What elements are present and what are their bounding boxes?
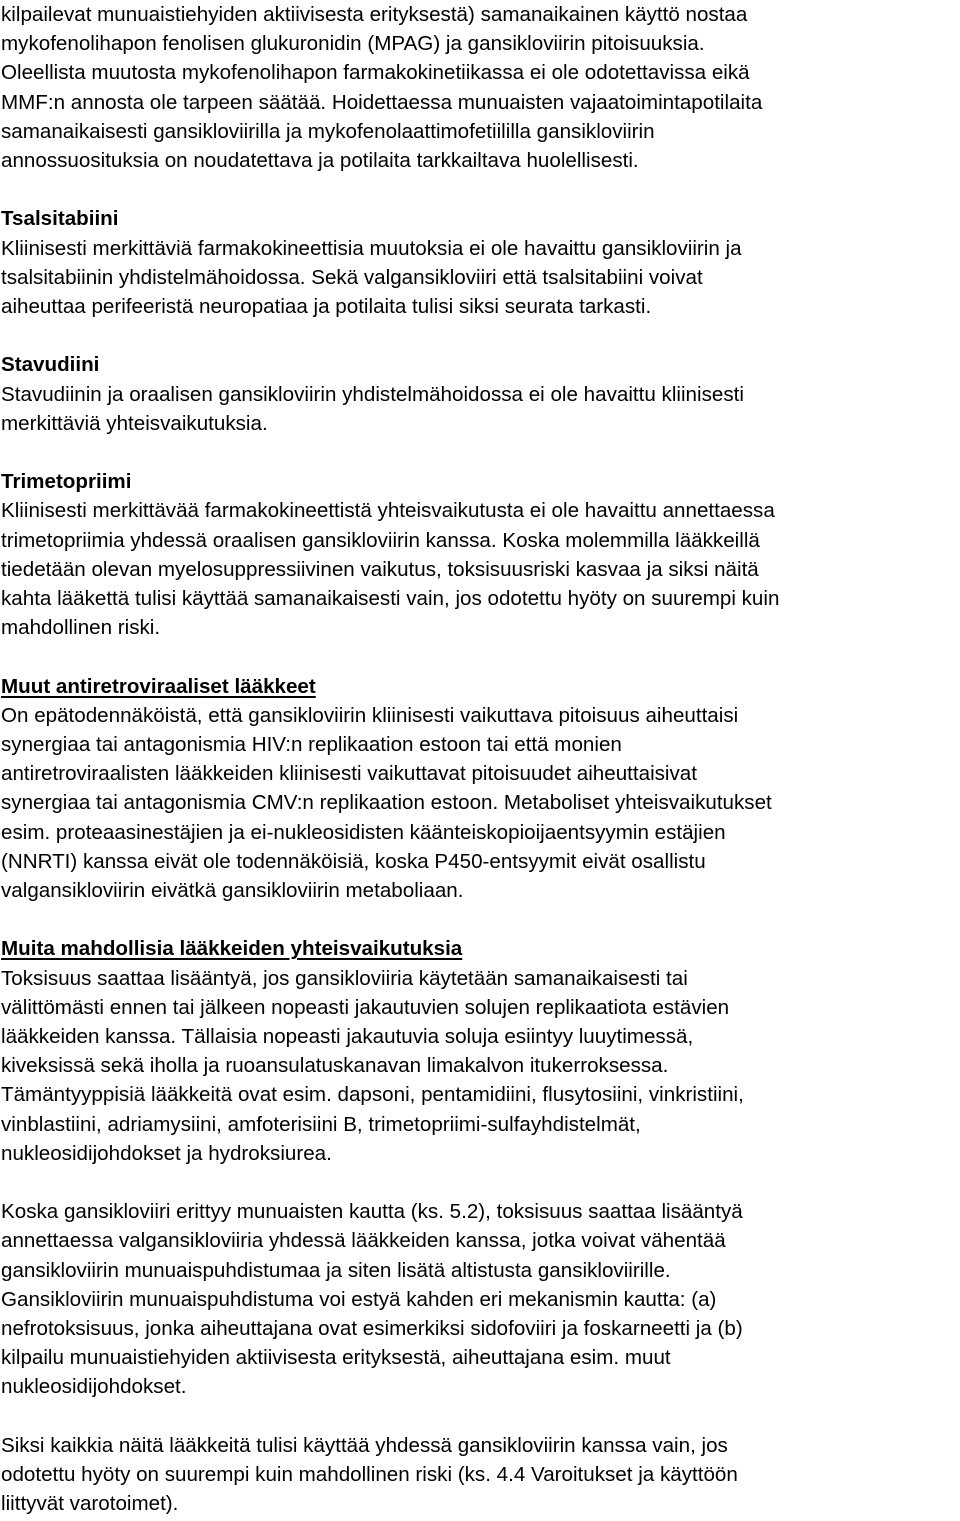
text-line: välittömästi ennen tai jälkeen nopeasti jakautuvien solujen replikaatiota estävien — [1, 995, 730, 1019]
text-line: kiveksissä sekä iholla ja ruoansulatuskanavan limakalvon itukerroksessa. — [1, 1054, 669, 1078]
paragraph-spacer — [1, 1402, 959, 1431]
section-heading: Trimetopriimi — [1, 470, 132, 494]
paragraph-spacer — [1, 905, 959, 934]
text-line: merkittäviä yhteisvaikutuksia. — [1, 411, 268, 435]
paragraph-spacer — [1, 1168, 959, 1197]
paragraph-spacer — [1, 321, 959, 350]
text-line: annettaessa valgansikloviiria yhdessä lääkkeiden kanssa, jotka voivat vähentää — [1, 1229, 726, 1253]
text-line: Oleellista muutosta mykofenolihapon farmakokinetiikassa ei ole odotettavissa eikä — [1, 61, 750, 85]
text-line: nukleosidijohdokset ja hydroksiurea. — [1, 1141, 332, 1165]
text-line: nefrotoksisuus, jonka aiheuttajana ovat esimerkiksi sidofoviiri ja foskarneetti ja (b) — [1, 1317, 743, 1341]
text-line: Kliinisesti merkittäviä farmakokineettisia muutoksia ei ole havaittu gansikloviirin ja — [1, 236, 742, 260]
text-line: Tämäntyyppisiä lääkkeitä ovat esim. dapsoni, pentamidiini, flusytosiini, vinkristiini, — [1, 1083, 744, 1107]
text-line: (NNRTI) kanssa eivät ole todennäköisiä, koska P450-entsyymit eivät osallistu — [1, 849, 706, 873]
section-heading: Muita mahdollisia lääkkeiden yhteisvaikutuksia — [1, 937, 463, 961]
text-line: Gansikloviirin munuaispuhdistuma voi estyä kahden eri mekanismin kautta: (a) — [1, 1287, 717, 1311]
text-line: mahdollinen riski. — [1, 616, 161, 640]
text-line: synergiaa tai antagonismia HIV:n replikaation estoon tai että monien — [1, 733, 622, 757]
text-line: MMF:n annosta ole tarpeen säätää. Hoidettaessa munuaisten vajaatoimintapotilaita — [1, 90, 763, 114]
text-line: Kliinisesti merkittävää farmakokineettistä yhteisvaikutusta ei ole havaittu annettaessa — [1, 499, 775, 523]
text-line: esim. proteaasinestäjien ja ei-nukleosidisten käänteiskopioijaentsyymin estäjien — [1, 820, 726, 844]
text-line: kilpailu munuaistiehyiden aktiivisesta erityksestä, aiheuttajana esim. muut — [1, 1346, 671, 1370]
text-line: aiheuttaa perifeeristä neuropatiaa ja potilaita tulisi siksi seurata tarkasti. — [1, 295, 652, 319]
section-muita-yhteisvaikutuksia — [1, 934, 959, 1168]
text-line: samanaikaisesti gansikloviirilla ja mykofenolaattimofetiililla gansikloviirin — [1, 119, 655, 143]
text-line: Toksisuus saattaa lisääntyä, jos gansikloviiria käytetään samanaikaisesti tai — [1, 966, 688, 990]
text-line: mykofenolihapon fenolisen glukuronidin (MPAG) ja gansikloviirin pitoisuuksia. — [1, 32, 705, 56]
text-line: tsalsitabiinin yhdistelmähoidossa. Sekä valgansikloviiri että tsalsitabiini voivat — [1, 265, 703, 289]
renal-paragraph — [1, 1197, 959, 1401]
intro-paragraph — [1, 0, 959, 175]
text-line: lääkkeiden kanssa. Tällaisia nopeasti jakautuvia soluja esiintyy luuytimessä, — [1, 1025, 694, 1049]
text-line: odotettu hyöty on suurempi kuin mahdollinen riski (ks. 4.4 Varoitukset ja käyttöön — [1, 1463, 738, 1487]
paragraph-spacer — [1, 438, 959, 467]
text-line: vinblastiini, adriamysiini, amfoterisiini B, trimetopriimi-sulfayhdistelmät, — [1, 1112, 641, 1136]
text-line: kilpailevat munuaistiehyiden aktiivisesta erityksestä) samanaikainen käyttö nostaa — [1, 3, 748, 26]
paragraph-spacer — [1, 642, 959, 671]
text-line: Koska gansikloviiri erittyy munuaisten kautta (ks. 5.2), toksisuus saattaa lisääntyä — [1, 1200, 743, 1224]
text-line: nukleosidijohdokset. — [1, 1375, 187, 1399]
final-paragraph — [1, 1431, 959, 1519]
text-line: annossuosituksia on noudatettava ja potilaita tarkkailtava huolellisesti. — [1, 149, 639, 173]
text-line: gansikloviirin munuaispuhdistumaa ja siten lisätä altistusta gansikloviirille. — [1, 1258, 671, 1282]
document-page — [1, 0, 959, 1518]
text-line: Stavudiinin ja oraalisen gansikloviirin yhdistelmähoidossa ei ole havaittu kliinisesti — [1, 382, 744, 406]
section-heading: Muut antiretroviraaliset lääkkeet — [1, 674, 316, 698]
section-tsalsitabiini — [1, 204, 959, 321]
section-trimetopriimi — [1, 467, 959, 642]
section-heading: Tsalsitabiini — [1, 207, 119, 231]
text-line: On epätodennäköistä, että gansikloviirin kliinisesti vaikuttava pitoisuus aiheuttaisi — [1, 703, 739, 727]
text-line: antiretroviraalisten lääkkeiden kliinisesti vaikuttavat pitoisuudet aiheuttaisivat — [1, 762, 697, 786]
text-line: tiedetään olevan myelosuppressiivinen vaikutus, toksisuusriski kasvaa ja siksi näitä — [1, 557, 759, 581]
paragraph-spacer — [1, 175, 959, 204]
section-stavudiini — [1, 350, 959, 438]
text-line: synergiaa tai antagonismia CMV:n replikaation estoon. Metaboliset yhteisvaikutukset — [1, 791, 772, 815]
text-line: kahta lääkettä tulisi käyttää samanaikaisesti vain, jos odotettu hyöty on suurempi kuin — [1, 587, 780, 611]
text-line: valgansikloviirin eivätkä gansikloviirin metaboliaan. — [1, 879, 464, 903]
text-line: liittyvät varotoimet). — [1, 1492, 179, 1516]
section-muut-antiretroviraaliset — [1, 672, 959, 906]
text-line: trimetopriimia yhdessä oraalisen gansikloviirin kanssa. Koska molemmilla lääkkeillä — [1, 528, 760, 552]
text-line: Siksi kaikkia näitä lääkkeitä tulisi käyttää yhdessä gansikloviirin kanssa vain, jos — [1, 1433, 728, 1457]
section-heading: Stavudiini — [1, 353, 100, 377]
